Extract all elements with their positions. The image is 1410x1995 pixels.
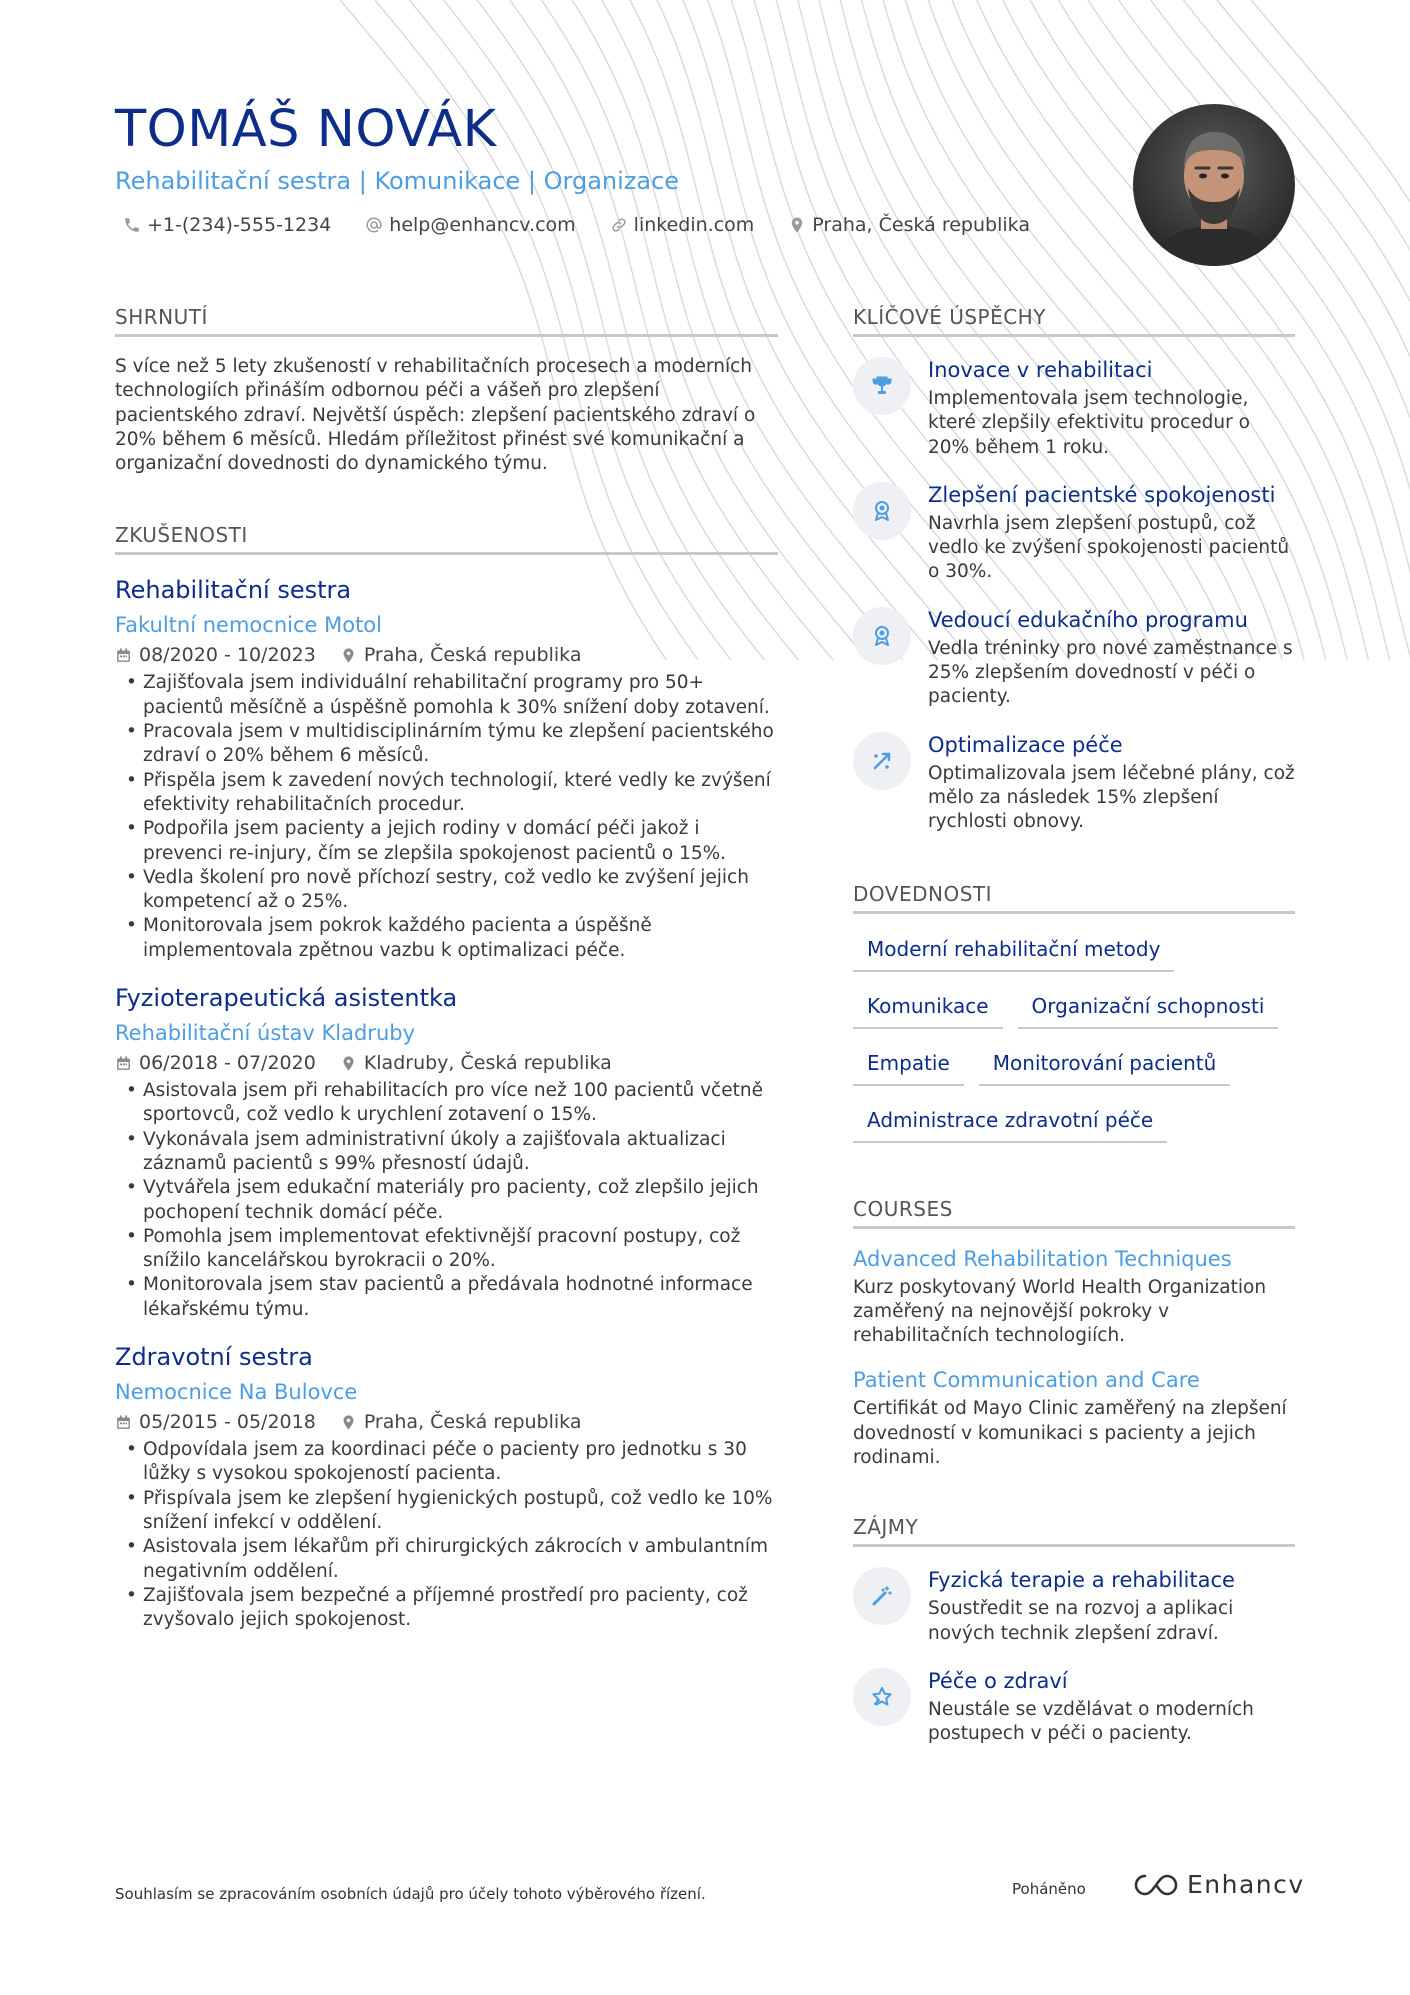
skill-tag: Empatie (853, 1042, 964, 1086)
list-item: • Pomohla jsem implementovat efektivnější pracovní postupy, což snížilo kancelářskou byrokracii o 20%. (115, 1225, 778, 1274)
job-meta (115, 1410, 778, 1434)
trophy-icon (853, 357, 911, 415)
link-icon (610, 216, 628, 234)
contact-list (115, 212, 1065, 238)
course-desc: Kurz poskytovaný World Health Organization zaměřený na nejnovější pokroky v rehabilitačních technologiích. (853, 1276, 1267, 1347)
section-title-achievements: KLÍČOVÉ ÚSPĚCHY (853, 304, 1295, 337)
achievement-body (928, 357, 1295, 460)
location-icon (340, 647, 357, 664)
courses-section (853, 1196, 1295, 1471)
profile-photo (1133, 104, 1295, 266)
location-icon (340, 1055, 357, 1072)
job-location (340, 1410, 582, 1434)
location-icon (788, 216, 806, 234)
job-entry-1 (115, 575, 778, 963)
optimize-icon (853, 732, 911, 790)
job-meta (115, 643, 778, 667)
award-icon (853, 607, 911, 665)
achievement-title: Inovace v rehabilitaci (928, 358, 1153, 382)
skill-tag: Organizační schopnosti (1018, 985, 1279, 1029)
job-bullets (115, 1438, 778, 1632)
achievement-item (853, 357, 1295, 460)
achievement-body (928, 607, 1295, 710)
achievement-title: Vedoucí edukačního programu (928, 607, 1248, 632)
list-item: • Zajišťovala jsem individuální rehabilitační programy pro 50+ pacientů měsíčně a úspěšně pomohla k 30% snížení doby zotavení. (115, 671, 778, 720)
skill-tag: Moderní rehabilitační metody (853, 928, 1174, 972)
calendar-icon (115, 1055, 132, 1072)
job-title: Zdravotní sestra (115, 1343, 313, 1372)
job-location-text: Praha, Česká republika (363, 1411, 582, 1434)
section-title-interests: ZÁJMY (853, 1514, 1295, 1547)
skills-list (853, 928, 1295, 1156)
achievement-title: Optimalizace péče (928, 732, 1123, 757)
section-title-summary: SHRNUTÍ (115, 304, 778, 337)
interest-body (928, 1668, 1295, 1747)
course-title: Patient Communication and Care (853, 1368, 1200, 1393)
contact-location (780, 212, 1030, 238)
interests-section (853, 1514, 1295, 1746)
award-icon (853, 482, 911, 540)
job-entry-3 (115, 1342, 778, 1632)
list-item: • Vytvářela jsem edukační materiály pro pacienty, což zlepšilo jejich pochopení technik domácí péče. (115, 1176, 778, 1225)
job-company: Fakultní nemocnice Motol (115, 613, 382, 638)
achievement-title: Zlepšení pacientské spokojenosti (928, 482, 1276, 507)
job-company: Rehabilitační ústav Kladruby (115, 1021, 416, 1046)
job-location-text: Kladruby, Česká republika (363, 1052, 612, 1075)
list-item: • Odpovídala jsem za koordinaci péče o pacienty pro jednotku s 30 lůžky s vysokou spokojeností pacienta. (115, 1438, 778, 1487)
interest-title: Fyzická terapie a rehabilitace (928, 1568, 1235, 1593)
achievement-body (928, 732, 1295, 835)
summary-text: S více než 5 lety zkušeností v rehabilitačních procesech a moderních technologiích přináším odbornou péči a vášeň pro zlepšení pacientského zdraví. Největší úspěch: zlepšení pacientského zdraví o 20% během 6 měsíců. Hledám příležitost přinést své komunikační a organizační dovednosti do dynamického týmu. (115, 356, 756, 475)
right-column (853, 304, 1295, 1747)
left-column (115, 304, 778, 1632)
location-icon (340, 1414, 357, 1431)
enhancv-logo[interactable] (1133, 1870, 1305, 1899)
job-company: Nemocnice Na Bulovce (115, 1380, 358, 1405)
contact-phone-text: +1-(234)-555-1234 (147, 214, 332, 236)
achievement-desc: Implementovala jsem technologie, které zlepšily efektivitu procedur o 20% během 1 roku. (928, 388, 1250, 458)
contact-email[interactable] (357, 212, 575, 238)
calendar-icon (115, 1414, 132, 1431)
course-item (853, 1366, 1295, 1470)
phone-icon (123, 216, 141, 234)
interest-body (928, 1567, 1295, 1646)
section-title-experience: ZKUŠENOSTI (115, 522, 778, 555)
job-dates-text: 08/2020 - 10/2023 (139, 644, 316, 667)
job-title: Fyzioterapeutická asistentka (115, 984, 458, 1013)
achievement-desc: Navrhla jsem zlepšení postupů, což vedlo ke zvýšení spokojenosti pacientů o 30%. (928, 512, 1290, 583)
star-icon (853, 1668, 911, 1726)
calendar-icon (115, 647, 132, 664)
job-location (340, 1051, 612, 1075)
magic-wand-icon (853, 1567, 911, 1625)
list-item: • Vedla školení pro nově příchozí sestry, což vedlo ke zvýšení jejich kompetencí až o 25%. (115, 866, 778, 915)
achievement-body (928, 482, 1295, 585)
job-dates-text: 05/2015 - 05/2018 (139, 1411, 316, 1434)
job-location (340, 643, 582, 667)
achievement-item (853, 482, 1295, 585)
list-item: • Přispěla jsem k zavedení nových technologií, které vedly ke zvýšení efektivity rehabilitačních procedur. (115, 769, 778, 818)
job-dates (115, 1410, 316, 1434)
resume-header (115, 100, 1065, 238)
skill-tag: Monitorování pacientů (979, 1042, 1231, 1086)
job-entry-2 (115, 983, 778, 1322)
candidate-headline: Rehabilitační sestra | Komunikace | Organizace (115, 167, 680, 195)
interest-desc: Neustále se vzdělávat o moderních postupech v péči o pacienty. (928, 1698, 1254, 1745)
list-item: • Pracovala jsem v multidisciplinárním týmu ke zlepšení pacientského zdraví o 20% během 6 měsíců. (115, 720, 778, 769)
interest-item (853, 1668, 1295, 1747)
job-dates (115, 1051, 316, 1075)
list-item: • Asistovala jsem lékařům při chirurgických zákrocích v ambulantním negativním oddělení. (115, 1535, 778, 1584)
candidate-name: TOMÁŠ NOVÁK (115, 100, 497, 159)
list-item: • Podpořila jsem pacienty a jejich rodiny v domácí péči jakož i prevenci re-injury, čím se zlepšila spokojenost pacientů o 15%. (115, 817, 778, 866)
list-item: • Asistovala jsem při rehabilitacích pro více než 100 pacientů včetně sportovců, což vedlo k urychlení zotavení o 15%. (115, 1079, 778, 1128)
achievement-item (853, 607, 1295, 710)
consent-note: Souhlasím se zpracováním osobních údajů pro účely tohoto výběrového řízení. (115, 1885, 706, 1903)
enhancv-logo-icon (1133, 1872, 1179, 1898)
list-item: • Monitorovala jsem stav pacientů a předávala hodnotné informace lékařskému týmu. (115, 1273, 778, 1322)
contact-email-text: help@enhancv.com (389, 214, 576, 236)
skill-tag: Administrace zdravotní péče (853, 1099, 1167, 1143)
summary-section (115, 304, 778, 476)
achievement-item (853, 732, 1295, 835)
contact-linkedin[interactable] (602, 212, 755, 238)
achievement-desc: Optimalizovala jsem léčebné plány, což mělo za následek 15% zlepšení rychlosti obnovy. (928, 762, 1295, 833)
skills-section (853, 881, 1295, 1156)
list-item: • Zajišťovala jsem bezpečné a příjemné prostředí pro pacienty, což zvyšovalo jejich spokojenost. (115, 1584, 778, 1633)
list-item: • Monitorovala jsem pokrok každého pacienta a úspěšně implementovala zpětnou vazbu k optimalizaci péče. (115, 914, 778, 963)
at-icon (365, 216, 383, 234)
interest-item (853, 1567, 1295, 1646)
contact-phone[interactable] (115, 212, 331, 238)
job-meta (115, 1051, 778, 1075)
job-bullets (115, 671, 778, 963)
contact-location-text: Praha, Česká republika (812, 214, 1030, 236)
section-title-courses: COURSES (853, 1196, 1295, 1229)
list-item: • Vykonávala jsem administrativní úkoly a zajišťovala aktualizaci záznamů pacientů s 99% přesností údajů. (115, 1128, 778, 1177)
achievements-section (853, 304, 1295, 835)
course-title: Advanced Rehabilitation Techniques (853, 1246, 1232, 1271)
course-desc: Certifikát od Mayo Clinic zaměřený na zlepšení dovedností v komunikaci s pacienty a jejich rodinami. (853, 1398, 1287, 1469)
list-item: • Přispívala jsem ke zlepšení hygienických postupů, což vedlo ke 10% snížení infekcí v oddělení. (115, 1487, 778, 1536)
achievement-desc: Vedla tréninky pro nové zaměstnance s 25% zlepšením dovedností v péči o pacienty. (928, 637, 1293, 708)
avatar (1133, 104, 1295, 266)
job-dates (115, 643, 316, 667)
skill-tag: Komunikace (853, 985, 1003, 1029)
job-location-text: Praha, Česká republika (363, 644, 582, 667)
experience-section (115, 522, 778, 1632)
contact-linkedin-text: linkedin.com (633, 214, 755, 236)
powered-by-label: Poháněno (1012, 1880, 1086, 1898)
interest-title: Péče o zdraví (928, 1668, 1068, 1693)
enhancv-brand: Enhancv (1187, 1870, 1305, 1899)
job-title: Rehabilitační sestra (115, 576, 352, 605)
job-bullets (115, 1079, 778, 1322)
section-title-skills: DOVEDNOSTI (853, 881, 1295, 914)
job-dates-text: 06/2018 - 07/2020 (139, 1052, 316, 1075)
course-item (853, 1245, 1295, 1349)
interest-desc: Soustředit se na rozvoj a aplikaci nových technik zlepšení zdraví. (928, 1598, 1234, 1644)
